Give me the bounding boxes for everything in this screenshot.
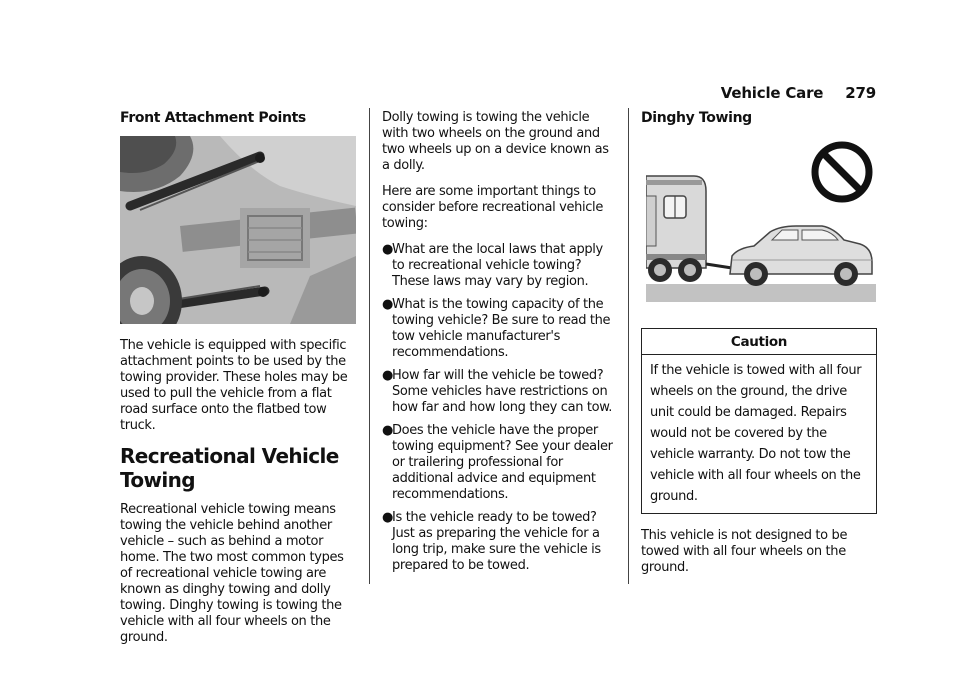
bullet-icon: ●: [382, 510, 393, 525]
prohibited-icon: [815, 145, 869, 199]
bullet-icon: ●: [382, 423, 393, 438]
dolly-paragraph: Dolly towing is towing the vehicle with two wheels on the ground and two wheels up on a device known as a dolly.: [382, 110, 609, 173]
towed-car-illustration: [730, 226, 872, 286]
caution-text: If the vehicle is towed with all four wheels on the ground, the drive unit could be damaged. Repairs would not be covered by the vehicle warranty. Do not tow the vehicle with all four wheels on the ground.: [650, 363, 862, 504]
caution-box: [641, 328, 877, 514]
dinghy-paragraph: This vehicle is not designed to be towed with all four wheels on the ground.: [641, 528, 848, 575]
subhead-front-attachment: Front Attachment Points: [120, 110, 306, 126]
recreational-paragraph: Recreational vehicle towing means towing the vehicle behind another vehicle – such as behind a motor home. The two most common types of recreational vehicle towing are known as dinghy towing and dolly towing. Dinghy towing is towing the vehicle with all four wheels on the ground.: [120, 502, 344, 645]
caution-title: Caution: [642, 329, 876, 355]
considerations-list: [382, 242, 614, 574]
list-item: ● What is the towing capacity of the towing vehicle? Be sure to read the tow vehicle manufacturer's recommendations.: [382, 297, 611, 360]
list-item: ● Does the vehicle have the proper towing equipment? See your dealer or trailering professional for additional advice and equipment recommendations.: [382, 423, 613, 502]
list-item: ● What are the local laws that apply to recreational vehicle towing? These laws may vary by region.: [382, 242, 603, 289]
list-item: ● How far will the vehicle be towed? Some vehicles have restrictions on how far and how long they can tow.: [382, 368, 613, 415]
list-item: ● Is the vehicle ready to be towed? Just as preparing the vehicle for a long trip, make sure the vehicle is prepared to be towed.: [382, 510, 601, 573]
section-title: Vehicle Care: [720, 84, 824, 102]
subhead-dinghy-towing: Dinghy Towing: [641, 110, 752, 126]
column-2: [382, 110, 614, 581]
page-number: 279: [845, 84, 876, 102]
bullet-icon: ●: [382, 242, 393, 257]
bullet-icon: ●: [382, 368, 393, 383]
motor-home-illustration: [646, 176, 706, 282]
page-header: [721, 84, 876, 102]
considerations-intro: Here are some important things to consider before recreational vehicle towing:: [382, 184, 603, 231]
attachment-points-photo: [120, 136, 356, 324]
column-1: [120, 110, 356, 656]
heading-recreational-towing: Recreational Vehicle Towing: [120, 444, 339, 492]
column-divider-2: [628, 108, 629, 584]
column-divider-1: [369, 108, 370, 584]
attachment-paragraph: The vehicle is equipped with specific attachment points to be used by the towing provider. These holes may be used to pull the vehicle from a flat road surface onto the flatbed tow truck.: [120, 338, 348, 433]
column-3: [641, 110, 877, 586]
dinghy-towing-illustration: [646, 136, 876, 302]
bullet-icon: ●: [382, 297, 393, 312]
